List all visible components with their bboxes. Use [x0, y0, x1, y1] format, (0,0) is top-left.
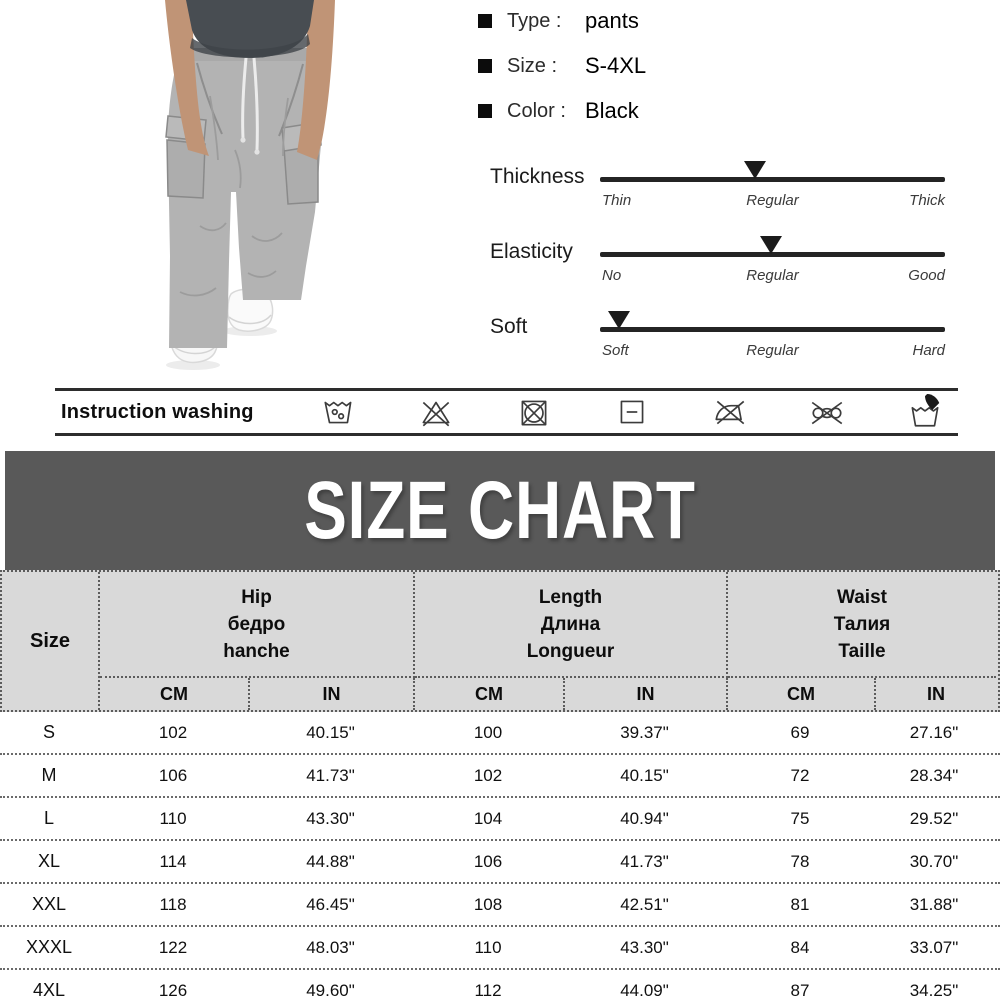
table-cell: 27.16"	[909, 722, 959, 742]
hand-wash-icon	[906, 393, 944, 431]
table-cell: 46.45"	[306, 894, 355, 914]
table-cell: 40.94"	[620, 808, 669, 828]
table-cell: 30.70"	[909, 851, 959, 871]
size-cell: 4XL	[32, 980, 66, 1000]
table-cell: 78	[790, 851, 810, 871]
table-cell: 44.88"	[306, 851, 355, 871]
size-table-header	[0, 570, 1000, 712]
column-header-waist	[728, 572, 996, 678]
header-line: Waist	[837, 586, 887, 608]
square-bullet-icon	[478, 104, 492, 118]
unit-header-cm: CM	[415, 678, 565, 710]
do-not-wring-icon	[808, 393, 846, 431]
table-cell: 106	[158, 765, 188, 785]
table-row	[0, 970, 1000, 1000]
table-cell: 41.73"	[306, 765, 355, 785]
table-cell: 104	[473, 808, 503, 828]
attribute-label: Color :	[507, 99, 566, 122]
do-not-tumble-dry-icon	[515, 393, 553, 431]
washing-instructions-row	[55, 388, 958, 436]
machine-wash-icon	[320, 393, 358, 431]
washing-icons	[320, 393, 944, 431]
attribute-color	[478, 96, 993, 126]
unit-header-cm: CM	[728, 678, 876, 710]
column-header-size: Size	[2, 572, 100, 710]
size-cell: M	[41, 765, 57, 785]
table-cell: 39.37"	[620, 722, 669, 742]
slider-marker-icon	[760, 236, 782, 254]
slider-scale-labels	[600, 192, 945, 212]
table-cell: 102	[158, 722, 188, 742]
slider-name: Elasticity	[490, 240, 573, 263]
header-line: Taille	[838, 640, 886, 662]
table-cell: 108	[473, 894, 503, 914]
header-line: Length	[538, 586, 603, 608]
attribute-value: pants	[585, 8, 639, 33]
scale-label-left: Soft	[602, 342, 629, 359]
property-sliders	[478, 148, 958, 373]
size-cell: XL	[37, 851, 61, 871]
scale-label-right: Hard	[912, 342, 945, 359]
size-cell: XXL	[31, 894, 67, 914]
size-cell: L	[43, 808, 54, 828]
table-cell: 40.15"	[306, 722, 355, 742]
column-header-length	[415, 572, 728, 678]
product-photo-cargo-sweatpants	[0, 0, 460, 385]
scale-label-right: Good	[908, 267, 945, 284]
table-cell: 81	[790, 894, 810, 914]
slider-elasticity	[478, 223, 958, 298]
do-not-bleach-icon	[417, 393, 455, 431]
table-cell: 43.30"	[620, 937, 669, 957]
table-cell: 41.73"	[620, 851, 669, 871]
table-cell: 42.51"	[620, 894, 669, 914]
scale-label-mid: Regular	[746, 342, 799, 359]
header-line: Длина	[540, 613, 601, 635]
table-cell: 44.09"	[620, 980, 669, 1000]
scale-label-mid: Regular	[746, 267, 799, 284]
slider-track	[600, 252, 945, 257]
table-cell: 75	[790, 808, 810, 828]
scale-label-right: Thick	[909, 192, 945, 209]
unit-header-in: IN	[565, 678, 728, 710]
slider-track	[600, 327, 945, 332]
table-row	[0, 712, 1000, 755]
scale-label-left: Thin	[602, 192, 632, 209]
unit-header-in: IN	[927, 683, 945, 704]
square-bullet-icon	[478, 14, 492, 28]
table-row	[0, 884, 1000, 927]
table-cell: 126	[158, 980, 188, 1000]
slider-scale-labels	[600, 342, 945, 362]
slider-marker-icon	[744, 161, 766, 179]
slider-thickness	[478, 148, 958, 223]
square-bullet-icon	[478, 59, 492, 73]
table-cell: 110	[474, 937, 502, 957]
attribute-label: Size :	[507, 54, 558, 77]
attribute-value: Black	[585, 98, 639, 123]
header-line: hanche	[223, 640, 290, 662]
table-cell: 43.30"	[306, 808, 355, 828]
table-row	[0, 798, 1000, 841]
dry-flat-icon	[613, 393, 651, 431]
scale-label-mid: Regular	[746, 192, 799, 209]
table-cell: 28.34"	[909, 765, 959, 785]
unit-header-cm: CM	[100, 678, 250, 710]
table-cell: 40.15"	[620, 765, 669, 785]
slider-marker-icon	[608, 311, 630, 329]
table-cell: 84	[790, 937, 810, 957]
slider-name: Thickness	[490, 165, 585, 188]
table-cell: 100	[473, 722, 503, 742]
table-cell: 31.88"	[909, 894, 959, 914]
table-cell: 106	[473, 851, 503, 871]
table-cell: 122	[158, 937, 188, 957]
washing-label: Instruction washing	[61, 400, 254, 423]
size-cell: S	[42, 722, 55, 742]
header-line: бедро	[227, 613, 286, 635]
table-cell: 29.52"	[909, 808, 959, 828]
table-cell: 110	[159, 808, 187, 828]
header-line: Талия	[833, 613, 891, 635]
table-row	[0, 841, 1000, 884]
size-chart-title: SIZE CHART	[304, 464, 696, 556]
header-line: Hip	[241, 586, 272, 608]
table-cell: 72	[790, 765, 810, 785]
column-header-hip	[100, 572, 415, 678]
product-attributes	[478, 6, 993, 141]
slider-soft	[478, 298, 958, 373]
size-table-body	[0, 712, 1000, 1000]
header-line: Longueur	[526, 640, 615, 662]
table-cell: 48.03"	[306, 937, 355, 957]
slider-track	[600, 177, 945, 182]
table-cell: 118	[159, 894, 187, 914]
table-cell: 49.60"	[306, 980, 355, 1000]
do-not-iron-icon	[711, 393, 749, 431]
attribute-label: Type :	[507, 9, 562, 32]
table-cell: 112	[474, 980, 502, 1000]
size-chart-banner	[5, 451, 995, 570]
table-cell: 34.25"	[909, 980, 959, 1000]
table-cell: 33.07"	[909, 937, 959, 957]
slider-scale-labels	[600, 267, 945, 287]
unit-header-in: IN	[250, 678, 415, 710]
table-cell: 102	[473, 765, 503, 785]
scale-label-left: No	[602, 267, 622, 284]
table-cell: 87	[790, 980, 810, 1000]
table-row	[0, 755, 1000, 798]
attribute-size	[478, 51, 993, 81]
attribute-type	[478, 6, 993, 36]
size-cell: XXXL	[25, 937, 73, 957]
table-cell: 69	[790, 722, 810, 742]
table-row	[0, 927, 1000, 970]
attribute-value: S-4XL	[585, 53, 647, 78]
slider-name: Soft	[490, 315, 528, 338]
table-cell: 114	[159, 851, 187, 871]
